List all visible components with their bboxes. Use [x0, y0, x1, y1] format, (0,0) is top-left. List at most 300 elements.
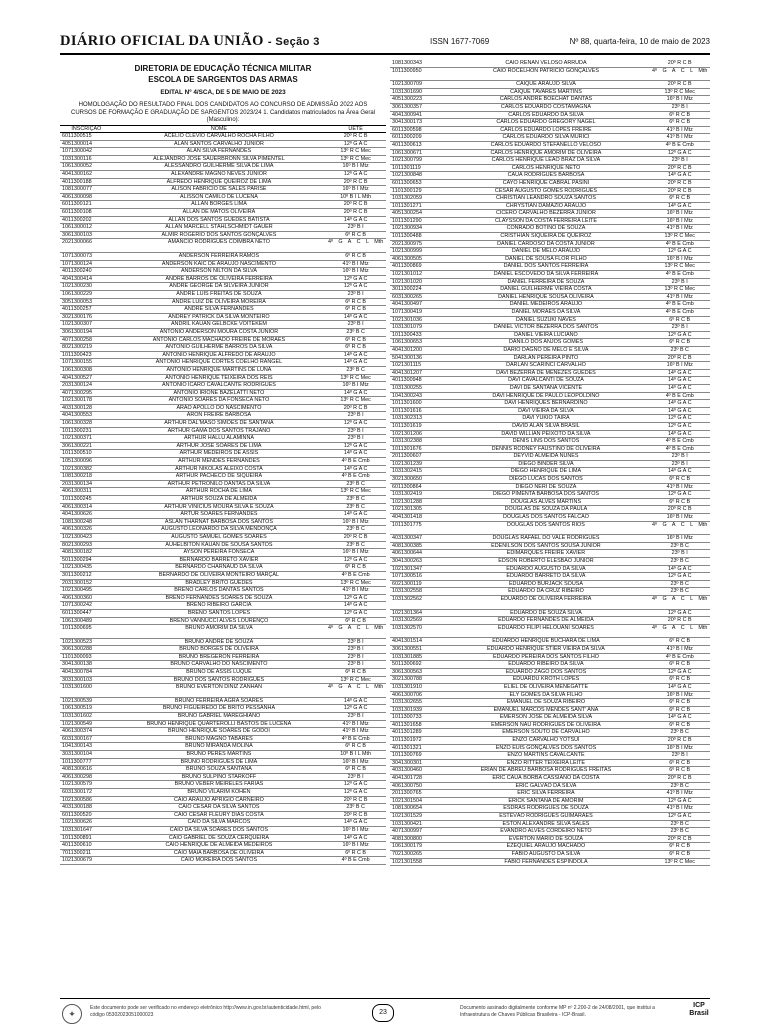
- table-row: [390, 217, 710, 225]
- table-row: [60, 646, 386, 654]
- table-row: [390, 301, 710, 309]
- inscricao-cell: 1021301558: [390, 858, 442, 866]
- nome-cell: ANDRÉ BARROS DE OLIVEIRA FERREIRA: [113, 275, 326, 283]
- inscricao-cell: 1071300124: [60, 260, 113, 268]
- uete-cell: 14º G A C: [649, 407, 710, 415]
- nome-cell: ARTHUR MEDEIROS DE ASSIS: [113, 450, 326, 458]
- uete-cell: 16º B I Mtz: [325, 842, 386, 850]
- inscricao-cell: 1071300042: [60, 148, 113, 156]
- inscricao-cell: 1071300155: [60, 359, 113, 367]
- table-row: [390, 790, 710, 798]
- uete-cell: 14º G A C: [325, 359, 386, 367]
- uete-cell: 23º B I: [325, 290, 386, 298]
- table-row: [60, 359, 386, 367]
- uete-cell: 12º G A C: [325, 283, 386, 291]
- table-header-row: [60, 125, 386, 133]
- inscricao-cell: 3041300263: [390, 558, 442, 566]
- nome-cell: DIEGO HENRIQUE DE LIMA: [442, 468, 649, 476]
- inscricao-cell: 6021300119: [390, 580, 442, 588]
- inscricao-cell: 1011301600: [390, 400, 442, 408]
- inscricao-cell: 1021301239: [390, 460, 442, 468]
- table-row: [60, 751, 386, 759]
- inscricao-cell: 3061300551: [390, 645, 442, 653]
- nome-cell: AMANCIO RODRIGUES COIMBRA NETO: [113, 239, 326, 253]
- header-uete: UETE: [325, 125, 386, 133]
- table-row: [390, 535, 710, 543]
- inscricao-cell: 1031302558: [390, 588, 442, 596]
- uete-cell: 20º R C B: [649, 617, 710, 625]
- uete-cell: 20º R C B: [325, 201, 386, 209]
- uete-cell: 12º G A C: [649, 415, 710, 423]
- inscricao-cell: 1021300999: [390, 248, 442, 256]
- nome-cell: EDUARDO DE OLIVEIRA FERREIRA: [442, 595, 649, 609]
- table-row: [60, 480, 386, 488]
- uete-cell: 6º R C B: [649, 850, 710, 858]
- table-row: [390, 813, 710, 821]
- uete-cell: 4º G A C L Mth: [325, 625, 386, 639]
- uete-cell: 16º B I Mtz: [649, 217, 710, 225]
- nome-cell: CARLOS EDUARDO GREGORY NAGEL: [442, 119, 649, 127]
- nome-cell: EDUARDO DA CRUZ RIBEIRO: [442, 588, 649, 596]
- table-row: [390, 668, 710, 676]
- uete-cell: 4º B E Cmb: [325, 735, 386, 743]
- nome-cell: DOUGLAS DOS SANTOS RIOS: [442, 521, 649, 535]
- inscricao-cell: 4061300706: [390, 691, 442, 699]
- nome-cell: EDUARDO FERNANDES DE ALMEIDA: [442, 617, 649, 625]
- uete-cell: 6º R C B: [649, 843, 710, 851]
- inscricao-cell: 4041300553: [60, 412, 113, 420]
- uete-cell: 20º R C B: [649, 179, 710, 187]
- uete-cell: 14º G A C: [649, 202, 710, 210]
- table-row: [60, 450, 386, 458]
- uete-cell: 20º R C B: [649, 164, 710, 172]
- uete-cell: 14º G A C: [325, 697, 386, 705]
- uete-cell: 12º G A C: [325, 556, 386, 564]
- table-row: [390, 609, 710, 617]
- inscricao-cell: 1061300653: [390, 339, 442, 347]
- nome-cell: BRUNO SULPINO STARKOFF: [113, 773, 326, 781]
- nome-cell: BRENO FERNANDES SOARES DE SOUZA: [113, 594, 326, 602]
- inscricao-cell: 1081300654: [390, 805, 442, 813]
- uete-cell: 41º B I Mtz: [325, 720, 386, 728]
- nome-cell: BRUNO RODRIGUES DE LIMA: [113, 758, 326, 766]
- nome-cell: EDUARDO RIBEIRO DA SILVA: [442, 661, 649, 669]
- inscricao-cell: 1031301602: [60, 713, 113, 721]
- inscricao-cell: 1011300245: [60, 496, 113, 504]
- inscricao-cell: 1021300230: [60, 283, 113, 291]
- nome-cell: CARLOS HENRIQUE AMORIM DE OLIVEIRA: [442, 149, 649, 157]
- nome-cell: CONRADO BOTINO DE SOUZA: [442, 225, 649, 233]
- nome-cell: CAIO CÉSAR FLEURY DIAS COSTA: [113, 811, 326, 819]
- table-row: [60, 178, 386, 186]
- nome-cell: CHRISTIAN LEANDRO SOUZA SANTOS: [442, 195, 649, 203]
- inscricao-cell: 1031301647: [60, 826, 113, 834]
- nome-cell: ALISON FABRICIO DE SALES PARISE: [113, 186, 326, 194]
- nome-cell: CARLOS HENRIQUE NETO: [442, 164, 649, 172]
- uete-cell: 13º R C Mec: [325, 579, 386, 587]
- uete-cell: 6º R C B: [649, 195, 710, 203]
- nome-cell: BRUNO DOS SANTOS RODRIGUES: [113, 676, 326, 684]
- inscricao-cell: 4051300223: [390, 96, 442, 104]
- inscricao-cell: 2011300607: [390, 453, 442, 461]
- inscricao-cell: 1031302415: [390, 468, 442, 476]
- nome-cell: ANTONIO HENRIQUE TEIXEIRA DOS REIS: [113, 374, 326, 382]
- table-row: [60, 171, 386, 179]
- table-row: [390, 240, 710, 248]
- table-row: [390, 580, 710, 588]
- nome-cell: DARLAN SCARINCI CARVALHO: [442, 362, 649, 370]
- nome-cell: ALLAN DOS SANTOS GUEDES BATISTA: [113, 216, 326, 224]
- nome-cell: ACELIO CLEVIO CARVALHO ROCHA FILHO: [113, 133, 326, 141]
- table-row: [390, 782, 710, 790]
- uete-cell: 23º B I: [325, 412, 386, 420]
- inscricao-cell: 1011300695: [60, 625, 113, 639]
- inscricao-cell: 1021300586: [60, 796, 113, 804]
- table-row: [390, 362, 710, 370]
- inscricao-cell: 1061300519: [60, 705, 113, 713]
- uete-cell: 20º R C B: [325, 796, 386, 804]
- edital-heading: EDITAL Nº 4/SCA, DE 5 DE MAIO DE 2023: [160, 89, 286, 96]
- uete-cell: 13º R C Mec: [649, 858, 710, 866]
- table-row: [390, 88, 710, 96]
- uete-cell: 12º G A C: [649, 248, 710, 256]
- table-row: [390, 210, 710, 218]
- candidates-table-left: [60, 125, 386, 865]
- inscricao-cell: 4061300311: [60, 488, 113, 496]
- inscricao-cell: 7021300265: [390, 850, 442, 858]
- uete-cell: 4º B E Cmb: [649, 141, 710, 149]
- nome-cell: CARLOS ANDRÉ BOECHAT DANTAS: [442, 96, 649, 104]
- inscricao-cell: 2031300152: [60, 579, 113, 587]
- inscricao-cell: 4081300616: [60, 766, 113, 774]
- table-row: [60, 420, 386, 428]
- table-row: [390, 384, 710, 392]
- nome-cell: DAVI HENRIQUE DE PAULO LEOPOLDINO: [442, 392, 649, 400]
- inscricao-cell: 1031302388: [390, 438, 442, 446]
- inscricao-cell: 4031300460: [390, 767, 442, 775]
- uete-cell: 4º G A C L Mth: [325, 239, 386, 253]
- nome-cell: ASLAN THARNAT BARBOSA DOS SANTOS: [113, 518, 326, 526]
- table-row: [60, 617, 386, 625]
- uete-cell: 4º G A C L Mth: [649, 67, 710, 81]
- inscricao-cell: 4011300610: [60, 842, 113, 850]
- inscricao-cell: 1011300510: [60, 450, 113, 458]
- table-row: [390, 483, 710, 491]
- nome-cell: ESTEVÃO RODRIGUES GUIMARÃES: [442, 813, 649, 821]
- nome-cell: BRUNO VEBER MEIRELES FARIAS: [113, 781, 326, 789]
- inscricao-cell: 4011300202: [60, 216, 113, 224]
- table-row: [60, 705, 386, 713]
- nome-cell: ANDRÉ LUIZ DE OLIVEIRA MOREIRA: [113, 298, 326, 306]
- table-row: [60, 549, 386, 557]
- uete-cell: 12º G A C: [649, 422, 710, 430]
- table-row: [390, 691, 710, 699]
- table-row: [390, 683, 710, 691]
- nome-cell: CARLOS EDUARDO COSTAMAGNA: [442, 103, 649, 111]
- uete-cell: 23º B C: [325, 503, 386, 511]
- inscricao-cell: 1021300371: [60, 435, 113, 443]
- uete-cell: 6º R C B: [325, 564, 386, 572]
- inscricao-cell: 1011300423: [60, 351, 113, 359]
- table-row: [60, 133, 386, 141]
- inscricao-cell: 1061300671: [390, 149, 442, 157]
- inscricao-cell: 8021300219: [60, 344, 113, 352]
- inscricao-cell: 4011300240: [60, 268, 113, 276]
- nome-cell: BRUNO HENRIQUE QUARTEROLLI BASTOS DE LUCENA: [113, 720, 326, 728]
- table-row: [390, 506, 710, 514]
- nome-cell: ALEJANDRO JOSÉ SAUERBRONN SILVA PIMENTEL: [113, 155, 326, 163]
- inscricao-cell: 3031300103: [60, 676, 113, 684]
- table-row: [390, 339, 710, 347]
- nome-cell: BRADLEY BRITO GUEDES: [113, 579, 326, 587]
- nome-cell: CAIQUE ARAUJO SILVA: [442, 81, 649, 89]
- uete-cell: 20º R C B: [649, 775, 710, 783]
- uete-cell: 13º R C Mec: [649, 88, 710, 96]
- inscricao-cell: 1031302419: [390, 491, 442, 499]
- inscricao-cell: 4071300295: [60, 389, 113, 397]
- table-row: [390, 521, 710, 535]
- uete-cell: 6º R C B: [649, 119, 710, 127]
- table-row: [390, 638, 710, 646]
- inscricao-cell: 4071300258: [60, 336, 113, 344]
- uete-cell: 20º R C B: [325, 811, 386, 819]
- uete-cell: 16º B I Mtz: [325, 186, 386, 194]
- inscricao-cell: 1031302562: [390, 595, 442, 609]
- nome-cell: DANIEL DE SOUSA FLOR FILHO: [442, 255, 649, 263]
- inscricao-cell: 1021301206: [390, 430, 442, 438]
- nome-cell: ENZO RITTER TEIXEIRA LEITE: [442, 759, 649, 767]
- uete-cell: 14º G A C: [325, 602, 386, 610]
- nome-cell: ARTHUR HALLU ALAMINNA: [113, 435, 326, 443]
- nome-cell: ALLAN DE MATOS OLIVEIRA: [113, 209, 326, 217]
- uete-cell: 13º R C Mec: [325, 676, 386, 684]
- uete-cell: 4º B E Cmb: [649, 653, 710, 661]
- inscricao-cell: 1031301939: [390, 706, 442, 714]
- inscricao-cell: 1031301885: [390, 653, 442, 661]
- table-row: [390, 126, 710, 134]
- uete-cell: 12º G A C: [649, 813, 710, 821]
- table-row: [390, 542, 710, 550]
- table-row: [60, 625, 386, 639]
- candidates-table-right: [390, 60, 710, 866]
- uete-cell: 23º B I: [325, 646, 386, 654]
- nome-cell: BRUNO SOUZA SANTANA: [113, 766, 326, 774]
- table-row: [390, 103, 710, 111]
- nome-cell: CAIO CESAR DA SILVA SANTOS: [113, 804, 326, 812]
- table-row: [390, 255, 710, 263]
- nome-cell: BRUNO ANDRÉ DE SOUZA: [113, 638, 326, 646]
- nome-cell: DANIEL CARDOSO DA COSTA JÚNIOR: [442, 240, 649, 248]
- inscricao-cell: 6031300172: [60, 788, 113, 796]
- uete-cell: 4º B E Cmb: [325, 458, 386, 466]
- nome-cell: BRUNO FERREIRA AGRA SOARES: [113, 697, 326, 705]
- inscricao-cell: 1101300129: [390, 187, 442, 195]
- table-row: [390, 67, 710, 81]
- table-row: [60, 306, 386, 314]
- table-row: [60, 148, 386, 156]
- nome-cell: DANIEL DOS SANTOS FERREIRA: [442, 263, 649, 271]
- uete-cell: 23º B I: [325, 713, 386, 721]
- table-row: [390, 775, 710, 783]
- nome-cell: CAIO GABRIEL DE SOUZA CERQUEIRA: [113, 834, 326, 842]
- nome-cell: CAIO MOREIRA DOS SANTOS: [113, 857, 326, 865]
- uete-cell: 20º R C B: [649, 81, 710, 89]
- table-row: [60, 155, 386, 163]
- inscricao-cell: 1021300549: [60, 720, 113, 728]
- uete-cell: 4º B E Cmb: [649, 438, 710, 446]
- nome-cell: BRUNO VILARIM KOHEN: [113, 788, 326, 796]
- table-row: [390, 676, 710, 684]
- nome-cell: DANIEL VIEIRA LUCIANO: [442, 331, 649, 339]
- inscricao-cell: 1021301504: [390, 797, 442, 805]
- inscricao-cell: 1031301079: [390, 324, 442, 332]
- footer-signature-text: Documento assinado digitalmente conforme MP nº 2.200-2 de 24/08/2001, que institui a Infraestrutura de Chaves Públicas Brasileira - ICP-Brasil.: [460, 1005, 655, 1018]
- nome-cell: ANTÔNIO ÍCARO CAVALCANTE RODRIGUES: [113, 382, 326, 390]
- inscricao-cell: 4081300182: [60, 549, 113, 557]
- uete-cell: 23º B C: [325, 328, 386, 336]
- uete-cell: 23º B I: [649, 278, 710, 286]
- nome-cell: ARTHUR DAL'MASO SIMÕES DE SANTANA: [113, 420, 326, 428]
- table-row: [390, 699, 710, 707]
- table-row: [60, 321, 386, 329]
- inscricao-cell: 6011300515: [60, 133, 113, 141]
- uete-cell: 16º B I Mtz: [325, 518, 386, 526]
- uete-cell: 6º R C B: [325, 849, 386, 857]
- edital-text: HOMOLOGAÇÃO DO RESULTADO FINAL DOS CANDIDATOS AO CONCURSO DE ADMISSÃO 2022 AOS CURSOS DE FORMAÇÃO E GRADUAÇÃO DE SARGENTOS 2023/24 1. Candidatos matriculados na Área Geral (Masculino):: [71, 102, 375, 123]
- inscricao-cell: 1031300255: [390, 384, 442, 392]
- uete-cell: 4º B E Cmb: [649, 392, 710, 400]
- uete-cell: 41º B I Mtz: [325, 728, 386, 736]
- table-row: [390, 346, 710, 354]
- table-row: [390, 445, 710, 453]
- inscricao-cell: 6011300108: [60, 209, 113, 217]
- page-header: [60, 33, 710, 51]
- table-row: [390, 805, 710, 813]
- inscricao-cell: 3011300224: [390, 286, 442, 294]
- uete-cell: 23º B I: [325, 773, 386, 781]
- uete-cell: 20º R C B: [649, 835, 710, 843]
- uete-cell: 41º B I Mtz: [649, 225, 710, 233]
- table-row: [60, 201, 386, 209]
- uete-cell: 4º B E Cmb: [649, 301, 710, 309]
- table-row: [60, 412, 386, 420]
- table-row: [390, 392, 710, 400]
- uete-cell: 13º R C Mec: [649, 263, 710, 271]
- table-row: [60, 602, 386, 610]
- uete-cell: 23º B I: [325, 653, 386, 661]
- nome-cell: AUGUSTO LEONARDO DA SILVA MENDONÇA: [113, 526, 326, 534]
- inscricao-cell: 4061300298: [60, 773, 113, 781]
- uete-cell: 23º B C: [325, 804, 386, 812]
- inscricao-cell: 1021300495: [60, 587, 113, 595]
- uete-cell: 20º R C B: [325, 178, 386, 186]
- inscricao-cell: 1061300052: [60, 163, 113, 171]
- table-row: [60, 857, 386, 865]
- uete-cell: 14º G A C: [325, 313, 386, 321]
- footer-rule: [60, 998, 710, 999]
- table-row: [390, 430, 710, 438]
- nome-cell: BRUNO GABRIEL MAREGHIANO: [113, 713, 326, 721]
- nome-cell: DAVI DE SANTANA VICENTE: [442, 384, 649, 392]
- nome-cell: BRUNO ÉVERTON DINIZ ZANHAN: [113, 684, 326, 698]
- nome-cell: DANIEL SUZUKI NAVES: [442, 316, 649, 324]
- inscricao-cell: 1031300116: [60, 155, 113, 163]
- nome-cell: ESDRAS RODRIGUES DE SOUZA: [442, 805, 649, 813]
- nome-cell: DOUGLAS DE SOUZA DA PAULA: [442, 506, 649, 514]
- inscricao-cell: 1011301290: [390, 217, 442, 225]
- inscricao-cell: 4041300162: [60, 171, 113, 179]
- uete-cell: 23º B I: [649, 157, 710, 165]
- uete-cell: 12º G A C: [649, 149, 710, 157]
- inscricao-cell: 4061300374: [60, 728, 113, 736]
- nome-cell: CRISTHIAN SIQUEIRA DE QUEIROZ: [442, 233, 649, 241]
- inscricao-cell: 1021301020: [390, 278, 442, 286]
- uete-cell: 14º G A C: [325, 389, 386, 397]
- table-row: [390, 369, 710, 377]
- inscricao-cell: 2011300765: [390, 790, 442, 798]
- nome-cell: BERNARDO DE OLIVEIRA MONTEIRO MARÇAL: [113, 571, 326, 579]
- inscricao-cell: 1031302313: [390, 415, 442, 423]
- inscricao-cell: 1011301972: [390, 737, 442, 745]
- nome-cell: ALLAN MARCELL STAHLSCHMIDT GAUER: [113, 224, 326, 232]
- uete-cell: 6º R C B: [325, 306, 386, 314]
- uete-cell: 13º R C Mec: [649, 286, 710, 294]
- page-footer: [60, 1002, 710, 1024]
- nome-cell: DAVI BEZERRA DE MENEZES GUEDES: [442, 369, 649, 377]
- uete-cell: 16º B I Mtz: [325, 382, 386, 390]
- uete-cell: 16º B I Mtz: [325, 549, 386, 557]
- uete-cell: 20º R C B: [325, 404, 386, 412]
- table-row: [390, 595, 710, 609]
- uete-cell: 6º R C B: [649, 759, 710, 767]
- uete-cell: 4º G A C L Mth: [649, 624, 710, 638]
- table-row: [60, 442, 386, 450]
- nome-cell: CARLOS EDUARDO DA SILVA: [442, 111, 649, 119]
- inscricao-cell: 1011301619: [390, 422, 442, 430]
- uete-cell: 16º B I Mtz: [649, 362, 710, 370]
- inscricao-cell: 1031302655: [390, 699, 442, 707]
- table-row: [60, 834, 386, 842]
- uete-cell: 23º B C: [649, 580, 710, 588]
- inscricao-cell: 4011300613: [390, 141, 442, 149]
- uete-cell: 16º B I Mtz: [649, 535, 710, 543]
- nome-cell: EDUARDO HENRIQUE STIER VIEIRA DA SILVA: [442, 645, 649, 653]
- table-row: [390, 263, 710, 271]
- table-row: [390, 400, 710, 408]
- issn-label: ISSN 1677-7069: [430, 37, 490, 46]
- inscricao-cell: 1071300516: [390, 573, 442, 581]
- table-row: [390, 550, 710, 558]
- nome-cell: DANIEL VICTOR BEZERRA DOS SANTOS: [442, 324, 649, 332]
- nome-cell: ALISSON CAMILO DE LUCENA: [113, 193, 326, 201]
- uete-cell: 13º R C Mec: [325, 397, 386, 405]
- table-row: [390, 111, 710, 119]
- uete-cell: 14º G A C: [325, 351, 386, 359]
- inscricao-cell: 4041300527: [60, 374, 113, 382]
- inscricao-cell: 1011300950: [390, 67, 442, 81]
- nome-cell: ANDRÉ LUÍS FREITAS DE SOUZA: [113, 290, 326, 298]
- uete-cell: 14º G A C: [649, 377, 710, 385]
- nome-cell: DAVI YUKIO TAIRA: [442, 415, 649, 423]
- table-row: [60, 427, 386, 435]
- table-row: [390, 653, 710, 661]
- nome-cell: EDUARDO FILIPI HELOUANI SOARES: [442, 624, 649, 638]
- table-row: [390, 752, 710, 760]
- uete-cell: 23º B C: [649, 828, 710, 836]
- uete-cell: 14º G A C: [325, 450, 386, 458]
- nome-cell: DANIEL ESCOVEDO DA SILVA FERREIRA: [442, 271, 649, 279]
- table-row: [390, 835, 710, 843]
